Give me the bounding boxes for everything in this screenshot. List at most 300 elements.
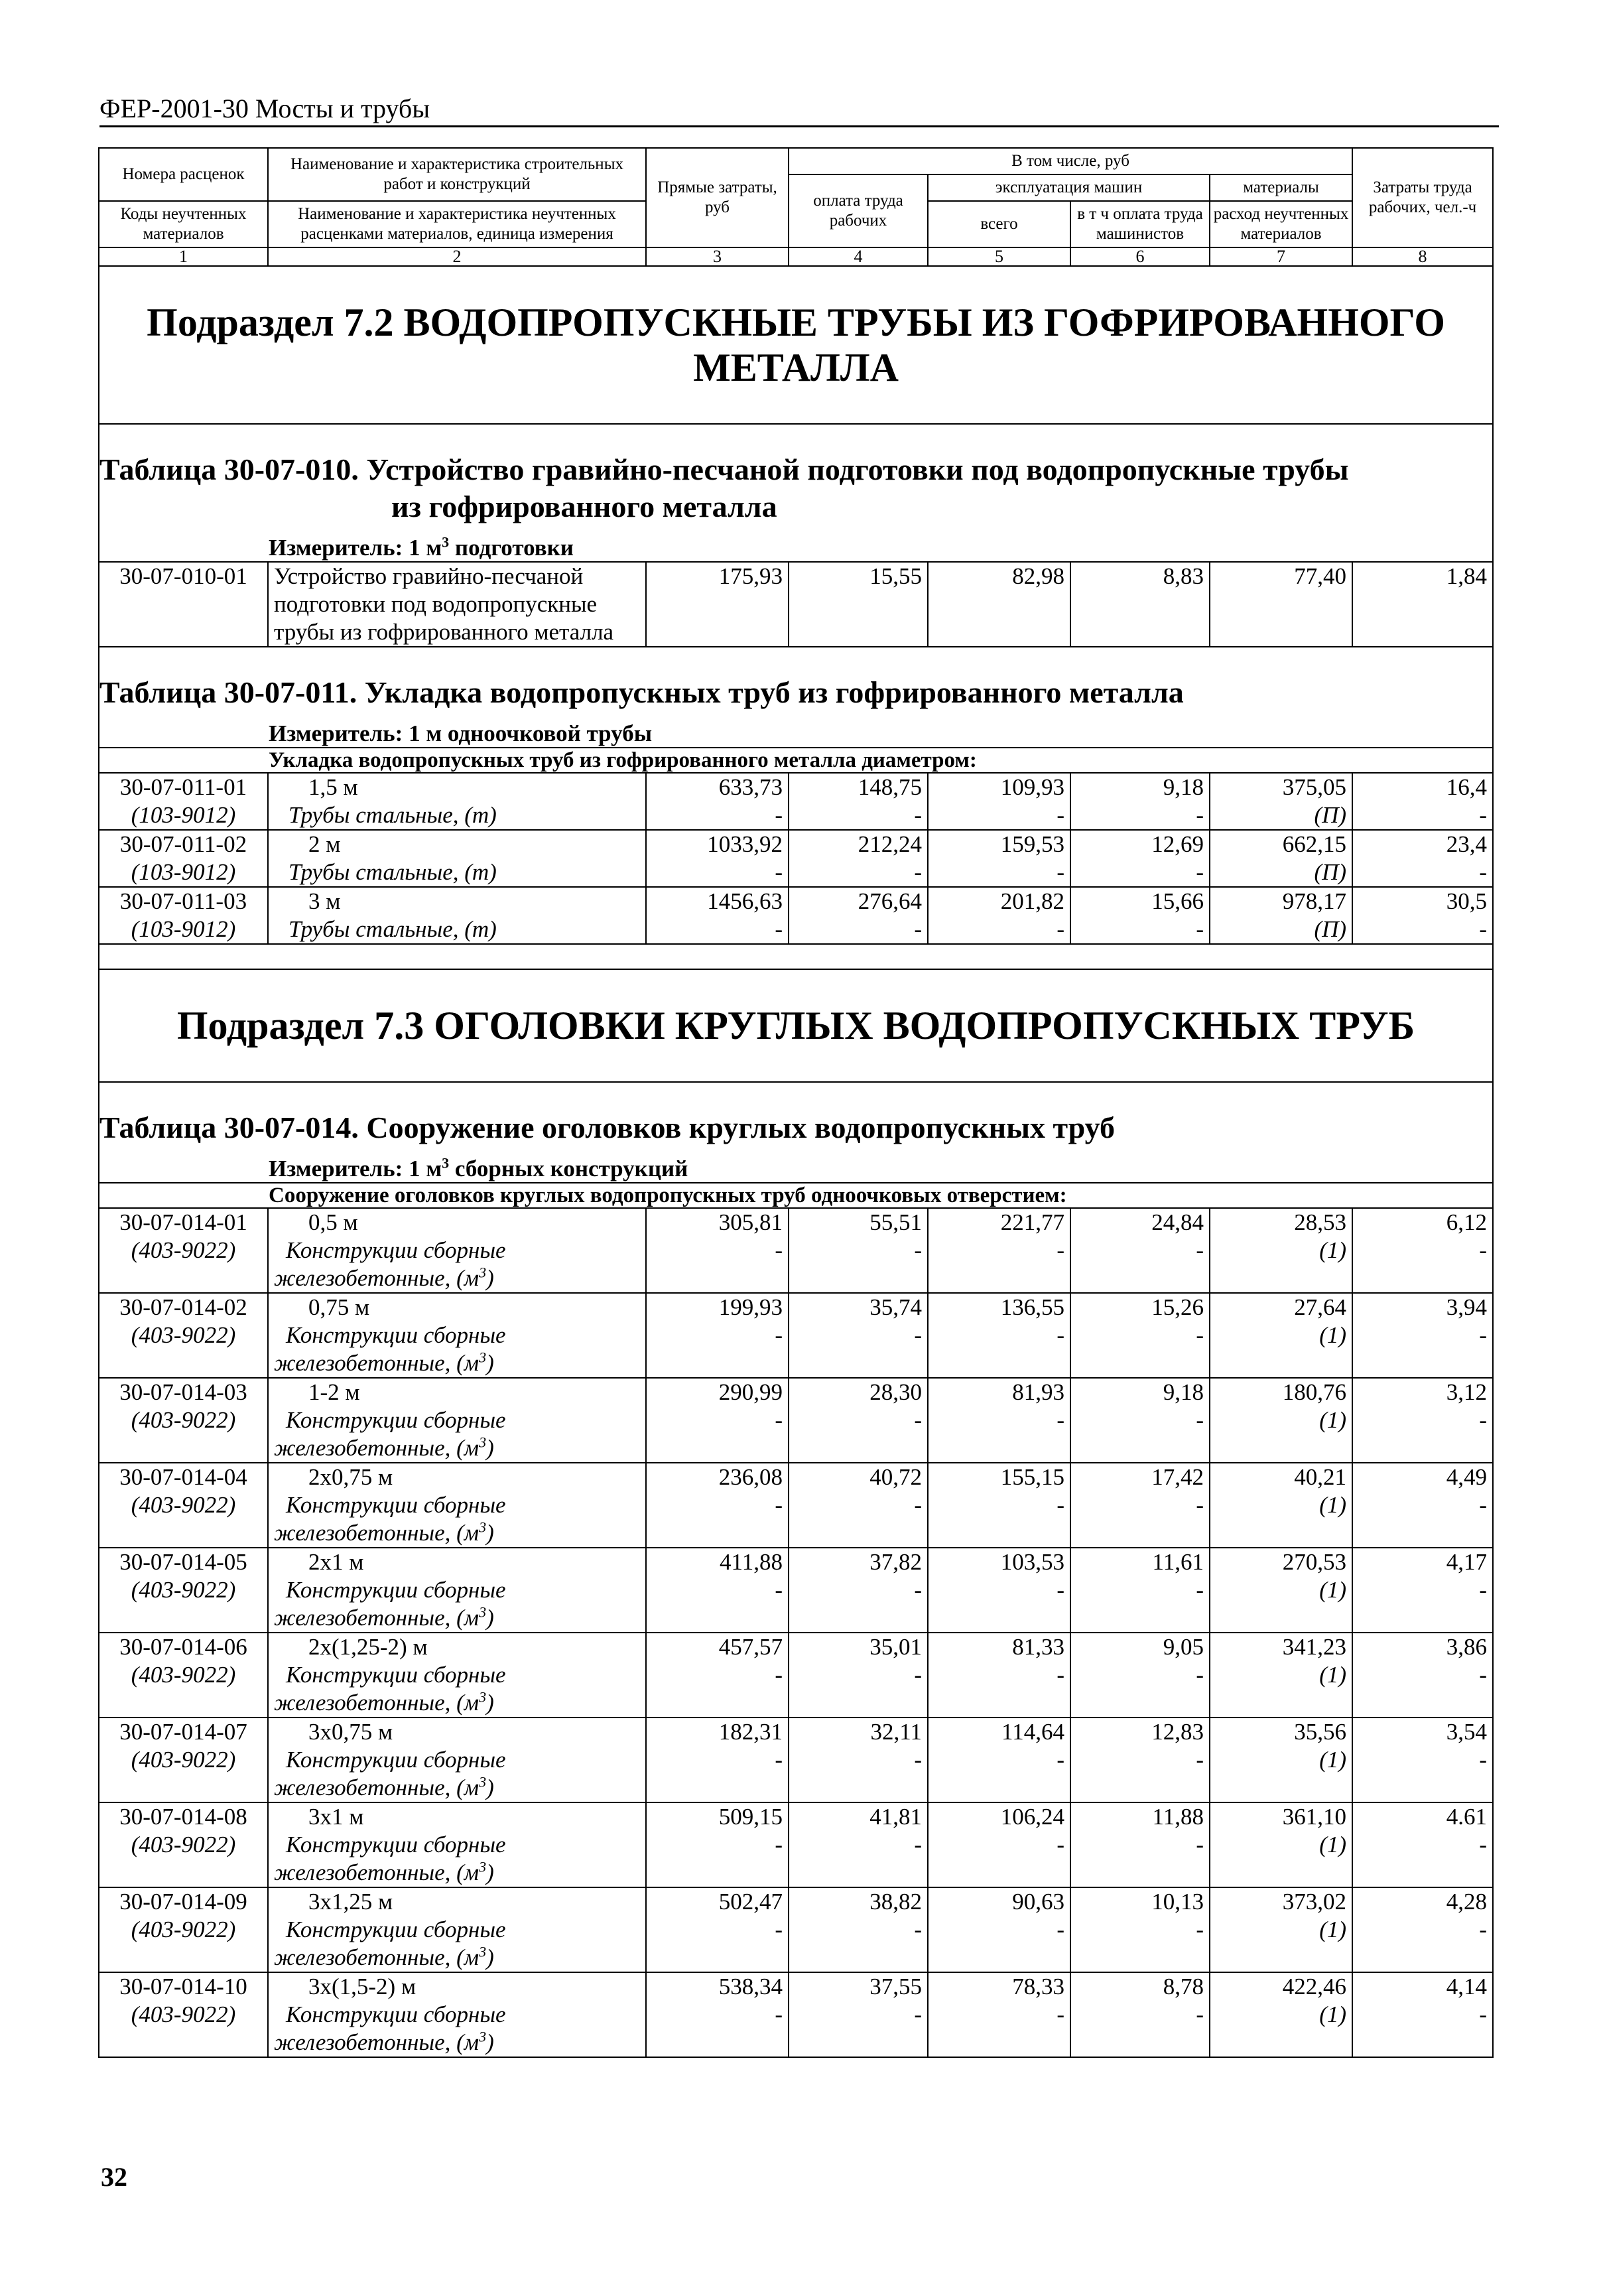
labor-pay-value: 41,81 [869, 1804, 922, 1830]
labor-hours [1352, 1293, 1493, 1378]
machinists-pay-value: 9,05 [1163, 1634, 1204, 1660]
machines-total [928, 773, 1070, 830]
labor-hours-unaccounted: - [1479, 1492, 1488, 1518]
direct-costs-unaccounted: - [775, 1662, 783, 1688]
machines-total-value: 103,53 [1000, 1549, 1064, 1575]
machinists-pay-value: 12,69 [1151, 831, 1204, 857]
table-014-rows [99, 1208, 1493, 2057]
work-name: 2х(1,25-2) м [308, 1634, 428, 1660]
column-number: 2 [268, 247, 646, 266]
unit-prefix: Измеритель: [269, 720, 409, 746]
material-name-unit [274, 1774, 640, 1802]
materials-unaccounted: (1) [1319, 1492, 1347, 1518]
material-name: Конструкции сборные [286, 1322, 506, 1348]
direct-costs-value: 502,47 [718, 1889, 783, 1915]
column-number: 7 [1210, 247, 1352, 266]
material-unit-close: ) [486, 1520, 494, 1546]
table-row [99, 1293, 1493, 1378]
machinists-pay-unaccounted: - [1196, 1322, 1204, 1348]
rate-code-cell [99, 773, 268, 830]
material-name-unit [274, 1859, 640, 1887]
materials-value: 422,46 [1282, 1974, 1347, 1999]
direct-costs-unaccounted: - [775, 1492, 783, 1518]
section-7-3 [99, 969, 1493, 1208]
direct-costs [646, 1548, 789, 1633]
material-code: (403-9022) [131, 1747, 236, 1773]
material-name: Конструкции сборные [286, 1407, 506, 1433]
machinists-pay-unaccounted: - [1196, 1492, 1204, 1518]
unit-line [99, 1146, 1492, 1182]
direct-costs-unaccounted: - [775, 916, 783, 942]
header-rate-numbers: Номера расценок [99, 148, 268, 201]
table-row [99, 830, 1493, 887]
direct-costs [646, 773, 789, 830]
labor-pay-value: 40,72 [869, 1464, 922, 1490]
machinists-pay-value: 12,83 [1151, 1719, 1204, 1745]
material-code: (103-9012) [131, 916, 236, 942]
material-code: (103-9012) [131, 859, 236, 885]
machines-total-value: 109,93 [1000, 774, 1064, 800]
unit-value: 1 м [409, 535, 442, 561]
material-name-unit [274, 1519, 640, 1547]
labor-pay [789, 887, 928, 944]
table-row [99, 773, 1493, 830]
direct-costs-unaccounted: - [775, 802, 783, 828]
page-number: 32 [101, 2162, 127, 2192]
machines-total [928, 1887, 1070, 1972]
unit-rest: подготовки [449, 535, 574, 561]
work-name-cell [268, 1293, 646, 1378]
labor-pay [789, 1887, 928, 1972]
materials-value: 978,17 [1282, 888, 1347, 914]
spacer-cell [99, 944, 1493, 969]
material-unit-close: ) [486, 1605, 494, 1631]
unit-line [99, 525, 1492, 561]
machines-total [928, 1293, 1070, 1378]
rate-code: 30-07-014-09 [119, 1889, 247, 1915]
material-unit-close: ) [486, 1350, 494, 1376]
materials-value: 361,10 [1282, 1804, 1347, 1830]
machinists-pay-value: 15,66 [1151, 888, 1204, 914]
material-name: Конструкции сборные [286, 1917, 506, 1942]
labor-pay-value: 148,75 [858, 774, 922, 800]
rate-code: 30-07-011-02 [119, 831, 247, 857]
labor-pay-value: 38,82 [869, 1889, 922, 1915]
machines-total-unaccounted: - [1057, 916, 1064, 942]
labor-pay-unaccounted: - [914, 1917, 922, 1942]
labor-hours-value: 6,12 [1446, 1209, 1488, 1235]
material-name: Трубы стальные, (т) [289, 859, 497, 885]
machines-total-unaccounted: - [1057, 859, 1064, 885]
material-name: Конструкции сборные [286, 1832, 506, 1857]
rate-code: 30-07-011-01 [119, 774, 247, 800]
unit-exponent: 3 [442, 533, 450, 551]
materials-value: 341,23 [1282, 1634, 1347, 1660]
material-unit-text: железобетонные, (м [274, 1520, 480, 1546]
work-name-cell [268, 1633, 646, 1718]
work-name: 3х(1,5-2) м [308, 1974, 417, 1999]
material-name: Конструкции сборные [286, 1577, 506, 1603]
labor-pay [789, 1633, 928, 1718]
labor-hours-value: 4,14 [1446, 1974, 1488, 1999]
machines-total [928, 830, 1070, 887]
machinists-pay-unaccounted: - [1196, 1577, 1204, 1603]
table-row [99, 1972, 1493, 2057]
labor-hours-unaccounted: - [1479, 859, 1488, 885]
running-head: ФЕР-2001-30 Мосты и трубы [99, 93, 1499, 127]
labor-pay [789, 1718, 928, 1802]
labor-hours-unaccounted: - [1479, 1322, 1488, 1348]
header-work-name: Наименование и характеристика строительных работ и конструкций [268, 148, 646, 201]
direct-costs-unaccounted: - [775, 1237, 783, 1263]
material-unit-exponent: 3 [479, 1434, 487, 1451]
material-unit-exponent: 3 [479, 1773, 487, 1790]
labor-hours-value: 3,94 [1446, 1294, 1488, 1320]
rate-code: 30-07-014-06 [119, 1634, 247, 1660]
machines-total-unaccounted: - [1057, 1747, 1064, 1773]
machinists-pay [1070, 1293, 1210, 1378]
direct-costs-value: 1033,92 [707, 831, 783, 857]
direct-costs [646, 1718, 789, 1802]
machines-total [928, 1633, 1070, 1718]
machinists-pay-value: 9,18 [1163, 1379, 1204, 1405]
materials [1210, 887, 1352, 944]
rate-code: 30-07-014-04 [119, 1464, 247, 1490]
direct-costs-unaccounted: - [775, 1577, 783, 1603]
machinists-pay-value: 17,42 [1151, 1464, 1204, 1490]
material-name: Конструкции сборные [286, 1237, 506, 1263]
materials [1210, 1463, 1352, 1548]
labor-hours-value: 16,4 [1446, 774, 1488, 800]
header-in-total: В том числе, руб [789, 148, 1352, 174]
unit-line [99, 711, 1492, 747]
material-code: (403-9022) [131, 1322, 236, 1348]
machinists-pay-unaccounted: - [1196, 859, 1204, 885]
work-name-cell [268, 887, 646, 944]
column-number: 1 [99, 247, 268, 266]
machinists-pay-unaccounted: - [1196, 1662, 1204, 1688]
work-name-cell [268, 830, 646, 887]
table-011-rows [99, 773, 1493, 969]
machines-total-unaccounted: - [1057, 1832, 1064, 1857]
materials-value: 35,56 [1294, 1719, 1347, 1745]
material-code: (403-9022) [131, 1492, 236, 1518]
table-row [99, 1378, 1493, 1463]
machines-total-value: 90,63 [1012, 1889, 1064, 1915]
labor-pay-unaccounted: - [914, 1577, 922, 1603]
direct-costs-value: 411,88 [720, 1549, 783, 1575]
labor-pay [789, 1378, 928, 1463]
direct-costs-value: 182,31 [718, 1719, 783, 1745]
material-code: (403-9022) [131, 1832, 236, 1857]
machinists-pay-unaccounted: - [1196, 916, 1204, 942]
materials: 77,40 [1210, 562, 1352, 647]
labor-hours: 1,84 [1352, 562, 1493, 647]
material-code: (403-9022) [131, 1237, 236, 1263]
labor-pay [789, 1208, 928, 1293]
labor-pay-value: 28,30 [869, 1379, 922, 1405]
table-title [99, 424, 1493, 562]
labor-hours-unaccounted: - [1479, 1662, 1488, 1688]
work-name-cell [268, 1378, 646, 1463]
material-unit-close: ) [486, 2029, 494, 2055]
table-title-line: из гофрированного металла [391, 490, 777, 523]
work-name: 2х0,75 м [308, 1464, 393, 1490]
materials [1210, 1633, 1352, 1718]
machines-total [928, 1972, 1070, 2057]
labor-pay [789, 1463, 928, 1548]
material-code: (403-9022) [131, 1662, 236, 1688]
table-header [99, 148, 1493, 266]
material-unit-close: ) [486, 1775, 494, 1800]
section-title-line: МЕТАЛЛА [693, 346, 899, 389]
direct-costs [646, 1802, 789, 1887]
unit-rest: сборных конструкций [449, 1156, 688, 1182]
work-name: 1-2 м [308, 1379, 360, 1405]
column-numbers-row [99, 247, 1493, 266]
machines-total [928, 887, 1070, 944]
machines-total-unaccounted: - [1057, 1237, 1064, 1263]
table-row [99, 1802, 1493, 1887]
table-row [99, 1718, 1493, 1802]
material-unit-exponent: 3 [479, 1349, 487, 1366]
material-unit-text: железобетонные, (м [274, 1435, 480, 1461]
material-unit-close: ) [486, 1690, 494, 1716]
rate-code-cell [99, 1208, 268, 1293]
machinists-pay-unaccounted: - [1196, 1747, 1204, 1773]
materials-unaccounted: (1) [1319, 1407, 1347, 1433]
materials [1210, 1887, 1352, 1972]
labor-hours [1352, 1633, 1493, 1718]
material-name: Конструкции сборные [286, 1492, 506, 1518]
rates-table-frame [98, 147, 1492, 2058]
material-unit-text: железобетонные, (м [274, 1775, 480, 1800]
rate-code: 30-07-014-02 [119, 1294, 247, 1320]
materials-value: 662,15 [1282, 831, 1347, 857]
labor-pay-unaccounted: - [914, 1237, 922, 1263]
rate-code-cell [99, 1718, 268, 1802]
materials [1210, 1378, 1352, 1463]
direct-costs-value: 538,34 [718, 1974, 783, 1999]
machinists-pay-value: 8,78 [1163, 1974, 1204, 1999]
header-machines-total: всего [928, 201, 1070, 247]
labor-pay: 15,55 [789, 562, 928, 647]
labor-pay-unaccounted: - [914, 1662, 922, 1688]
labor-pay-unaccounted: - [914, 1747, 922, 1773]
labor-pay-unaccounted: - [914, 1492, 922, 1518]
machinists-pay: 8,83 [1070, 562, 1210, 647]
material-code: (403-9022) [131, 1577, 236, 1603]
labor-pay-unaccounted: - [914, 916, 922, 942]
table-title-line: Таблица 30-07-011. Укладка водопропускных труб из гофрированного металла [99, 675, 1184, 709]
machinists-pay [1070, 773, 1210, 830]
labor-pay-unaccounted: - [914, 802, 922, 828]
labor-pay-value: 37,82 [869, 1549, 922, 1575]
material-unit-exponent: 3 [479, 1858, 487, 1875]
work-name: 1,5 м [308, 774, 358, 800]
material-unit-text: железобетонные, (м [274, 1265, 480, 1291]
labor-hours [1352, 1378, 1493, 1463]
labor-hours [1352, 830, 1493, 887]
labor-hours-unaccounted: - [1479, 802, 1488, 828]
direct-costs-unaccounted: - [775, 1747, 783, 1773]
work-name-cell [268, 1208, 646, 1293]
labor-hours-value: 4.61 [1446, 1804, 1488, 1830]
header-material-codes: Коды неучтенных материалов [99, 201, 268, 247]
rate-code-cell [99, 1378, 268, 1463]
machines-total-unaccounted: - [1057, 802, 1064, 828]
material-unit-text: железобетонные, (м [274, 1944, 480, 1970]
rate-code: 30-07-011-03 [119, 888, 247, 914]
machines-total-unaccounted: - [1057, 1407, 1064, 1433]
materials [1210, 773, 1352, 830]
material-name-unit [274, 1264, 640, 1292]
machinists-pay-unaccounted: - [1196, 2001, 1204, 2027]
materials [1210, 830, 1352, 887]
rate-code-cell [99, 887, 268, 944]
machines-total [928, 1378, 1070, 1463]
work-name-cell [268, 1972, 646, 2057]
machines-total [928, 1802, 1070, 1887]
materials-value: 28,53 [1294, 1209, 1347, 1235]
labor-hours-unaccounted: - [1479, 1832, 1488, 1857]
material-name-unit [274, 1604, 640, 1632]
machines-total-value: 81,93 [1012, 1379, 1064, 1405]
direct-costs-unaccounted: - [775, 859, 783, 885]
machines-total-value: 155,15 [1000, 1464, 1064, 1490]
machinists-pay [1070, 1718, 1210, 1802]
materials-unaccounted: (П) [1314, 859, 1347, 885]
machinists-pay [1070, 1548, 1210, 1633]
table-title-line: Таблица 30-07-014. Сооружение оголовков круглых водопропускных труб [99, 1111, 1116, 1144]
material-unit-exponent: 3 [479, 1519, 487, 1536]
labor-hours-value: 3,12 [1446, 1379, 1488, 1405]
materials [1210, 1718, 1352, 1802]
machinists-pay [1070, 887, 1210, 944]
work-name-cell [268, 1548, 646, 1633]
labor-hours-value: 3,86 [1446, 1634, 1488, 1660]
work-name: 2 м [308, 831, 341, 857]
labor-pay-value: 37,55 [869, 1974, 922, 1999]
machines-total-unaccounted: - [1057, 1322, 1064, 1348]
column-number: 4 [789, 247, 928, 266]
machines-total-unaccounted: - [1057, 1577, 1064, 1603]
machines-total-value: 136,55 [1000, 1294, 1064, 1320]
material-unit-exponent: 3 [479, 1603, 487, 1621]
labor-pay-unaccounted: - [914, 1322, 922, 1348]
table-011 [99, 647, 1493, 773]
machines-total-unaccounted: - [1057, 2001, 1064, 2027]
labor-hours-unaccounted: - [1479, 1577, 1488, 1603]
section-title [99, 266, 1493, 424]
labor-hours-unaccounted: - [1479, 2001, 1488, 2027]
machinists-pay [1070, 1378, 1210, 1463]
rate-code-cell [99, 830, 268, 887]
table-row [99, 887, 1493, 944]
material-unit-exponent: 3 [479, 1264, 487, 1281]
column-number: 8 [1352, 247, 1493, 266]
material-unit-text: железобетонные, (м [274, 1859, 480, 1885]
work-name: 3х1,25 м [308, 1889, 393, 1915]
header-materials-consumption: расход неучтенных материалов [1210, 201, 1352, 247]
work-name: 3х0,75 м [308, 1719, 393, 1745]
unit-value: 1 м одноочковой трубы [409, 720, 653, 746]
header-labor-cost: Затраты труда рабочих, чел.-ч [1352, 148, 1493, 247]
labor-hours-unaccounted: - [1479, 1917, 1488, 1942]
material-name: Трубы стальные, (т) [289, 802, 497, 828]
material-unit-close: ) [486, 1859, 494, 1885]
column-number: 5 [928, 247, 1070, 266]
materials-value: 27,64 [1294, 1294, 1347, 1320]
direct-costs-value: 236,08 [718, 1464, 783, 1490]
group-heading: Сооружение оголовков круглых водопропускных труб одноочковых отверстием: [99, 1183, 1493, 1208]
material-name: Трубы стальные, (т) [289, 916, 497, 942]
rate-code-cell [99, 1887, 268, 1972]
rate-code: 30-07-014-08 [119, 1804, 247, 1830]
labor-hours [1352, 1463, 1493, 1548]
rate-code-cell [99, 1548, 268, 1633]
direct-costs-value: 290,99 [718, 1379, 783, 1405]
material-name: Конструкции сборные [286, 2001, 506, 2027]
table-title [99, 1082, 1493, 1183]
machines-total-value: 81,33 [1012, 1634, 1064, 1660]
machinists-pay-value: 24,84 [1151, 1209, 1204, 1235]
work-name: Устройство гравийно-песчаной подготовки под водопропускные трубы из гофрированного металла [268, 562, 646, 647]
direct-costs-value: 1456,63 [707, 888, 783, 914]
rate-code: 30-07-014-05 [119, 1549, 247, 1575]
labor-pay-unaccounted: - [914, 1407, 922, 1433]
direct-costs-value: 633,73 [718, 774, 783, 800]
materials [1210, 1548, 1352, 1633]
machinists-pay [1070, 830, 1210, 887]
labor-pay-value: 35,01 [869, 1634, 922, 1660]
column-number: 3 [646, 247, 789, 266]
table-title-line: Таблица 30-07-010. Устройство гравийно-песчаной подготовки под водопропускные трубы [99, 452, 1349, 486]
machinists-pay-unaccounted: - [1196, 1407, 1204, 1433]
rate-code: 30-07-010-01 [99, 562, 268, 647]
labor-pay [789, 1802, 928, 1887]
machines-total-value: 159,53 [1000, 831, 1064, 857]
work-name: 0,75 м [308, 1294, 370, 1320]
table-row [99, 1633, 1493, 1718]
machines-total-value: 201,82 [1000, 888, 1064, 914]
rate-code-cell [99, 1802, 268, 1887]
column-number: 6 [1070, 247, 1210, 266]
machines-total-unaccounted: - [1057, 1662, 1064, 1688]
material-unit-text: железобетонные, (м [274, 1690, 480, 1716]
labor-hours-value: 4,49 [1446, 1464, 1488, 1490]
materials-unaccounted: (1) [1319, 1577, 1347, 1603]
section-title-line: Подраздел 7.2 ВОДОПРОПУСКНЫЕ ТРУБЫ ИЗ ГОФРИРОВАННОГО [147, 301, 1445, 344]
labor-pay-value: 32,11 [870, 1719, 922, 1745]
table-row [99, 1887, 1493, 1972]
material-unit-close: ) [486, 1265, 494, 1291]
machines-total-value: 221,77 [1000, 1209, 1064, 1235]
labor-pay-value: 35,74 [869, 1294, 922, 1320]
work-name: 3 м [308, 888, 341, 914]
work-name-cell [268, 1802, 646, 1887]
materials-value: 180,76 [1282, 1379, 1347, 1405]
labor-hours [1352, 773, 1493, 830]
group-heading: Укладка водопропускных труб из гофрированного металла диаметром: [99, 748, 1493, 773]
table-row [99, 1548, 1493, 1633]
labor-hours [1352, 887, 1493, 944]
materials-value: 375,05 [1282, 774, 1347, 800]
machinists-pay-value: 15,26 [1151, 1294, 1204, 1320]
labor-pay-unaccounted: - [914, 2001, 922, 2027]
direct-costs: 175,93 [646, 562, 789, 647]
direct-costs [646, 887, 789, 944]
